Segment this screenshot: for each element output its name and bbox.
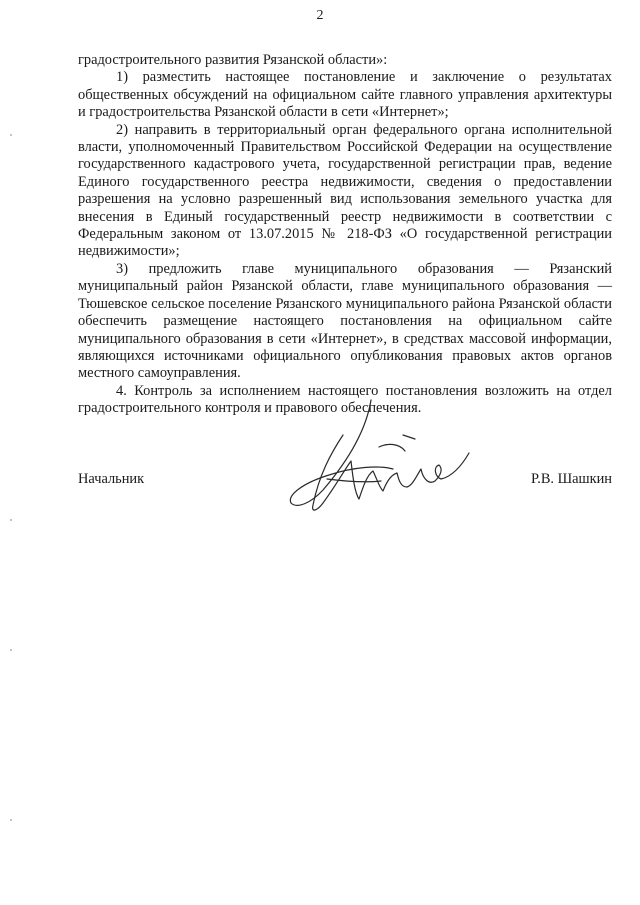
handwritten-signature bbox=[283, 395, 473, 520]
scan-margin-marks bbox=[8, 0, 14, 905]
paragraph-item-4: 4. Контроль за исполнением настоящего постановления возложить на отдел градостроительного контроля и правового обеспечения. bbox=[78, 382, 612, 417]
document-body bbox=[78, 52, 612, 418]
paragraph-continuation: градостроительного развития Рязанской области»: bbox=[78, 52, 388, 68]
page-number: 2 bbox=[316, 8, 324, 23]
paragraph-item-2: 2) направить в территориальный орган федерального органа исполнительной власти, уполномоченный Правительством Российской Федерации на осуществление государственного кадастрового учета, государственной регистрации прав, ведение Единого государственного реестра недвижимости, сведения о предоставлении разрешения на условно разрешенный вид использования земельного участка для внесения в Единый государственный реестр недвижимости в соответствии с Федеральным законом от 13.07.2015 № 218-ФЗ «О государственной регистрации недвижимости»; bbox=[78, 121, 612, 260]
signer-name: Р.В. Шашкин bbox=[531, 471, 612, 487]
paragraph-item-3: 3) предложить главе муниципального образования — Рязанский муниципальный район Рязанской области, главе муниципального образования — Тюшевское сельское поселение Рязанского муниципального района Рязанской области обеспечить размещение настоящего постановления на официальном сайте муниципального образования в сети «Интернет», в средствах массовой информации, являющихся источниками официального опубликования правовых актов органов местного самоуправления. bbox=[78, 260, 612, 382]
paragraph-item-1: 1) разместить настоящее постановление и заключение о результатах общественных обсуждений на официальном сайте главного управления архитектуры и градостроительства Рязанской области в сети «Интернет»; bbox=[78, 69, 612, 121]
signer-position: Начальник bbox=[78, 471, 145, 487]
